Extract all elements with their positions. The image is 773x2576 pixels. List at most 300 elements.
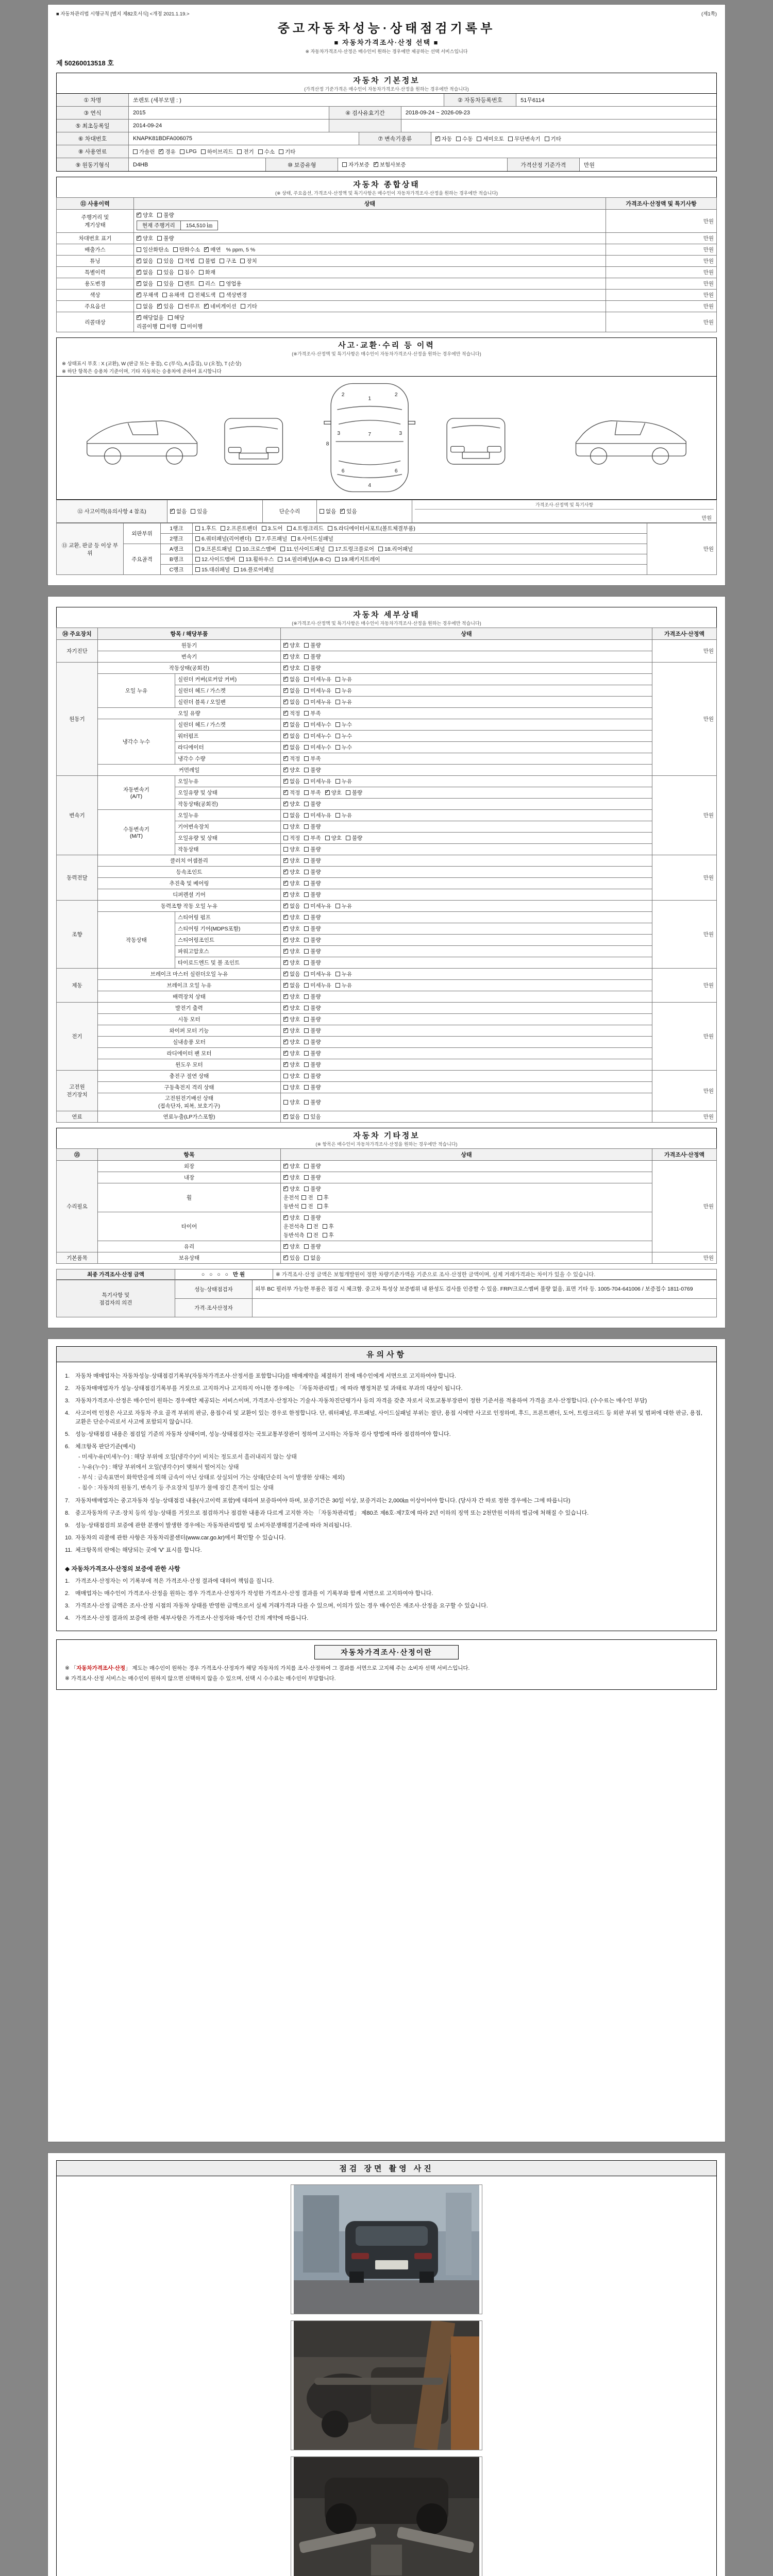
checkbox-option[interactable] [304,823,321,831]
checkbox-option[interactable] [323,1223,334,1230]
checkbox-option[interactable] [283,800,300,808]
device-status-row: 작동상태 스티어링 펌프 ✓ 양호 불량 [57,912,717,923]
checkbox-label: 미세누유 [310,778,331,785]
device-status-row: 기본품목 보유상태 ✓ 있음 없음 만원 [57,1252,717,1264]
checkbox-label: 불량 [310,846,321,853]
checkbox-option[interactable] [304,653,321,660]
checkbox-label: 전 [308,1195,313,1201]
checkbox-option[interactable] [304,755,321,762]
checkbox-label: 불량 [310,642,321,649]
checkbox-option[interactable] [545,135,561,143]
checkbox-option[interactable] [304,857,321,865]
checkbox-option[interactable] [301,1194,313,1201]
checkbox-option[interactable] [262,524,283,532]
checkbox-option[interactable] [283,1113,300,1121]
checkbox-option[interactable] [283,913,300,921]
checkbox-label: 없음 [143,281,154,287]
field-value [338,158,508,171]
device-status-row: 냉각수 누수 실린더 헤드 / 가스켓 ✓ 없음 미세누수 누수 [57,719,717,731]
checkbox-option[interactable] [304,1098,321,1106]
checkbox-label: 수동 [462,135,473,142]
checkbox-option[interactable] [283,936,300,944]
checkbox-option[interactable] [280,545,325,553]
checkbox-option[interactable] [304,879,321,887]
basic-info-row [57,120,716,132]
checkbox-option[interactable] [304,721,331,728]
checkbox-option[interactable] [335,698,352,706]
device-status-row: 고전원전기배선 상태 (접속단자, 피복, 보호기구) 양호 불량 [57,1093,717,1111]
exchange-panel-table [56,523,717,575]
checkbox-option[interactable] [157,280,174,287]
checkbox-option[interactable] [320,507,336,515]
checkbox-option[interactable] [256,535,287,543]
checkbox-option[interactable] [137,268,153,276]
checkbox-option[interactable] [283,959,300,967]
checkbox-option[interactable] [258,148,275,156]
checkbox-option[interactable] [378,545,413,553]
checkbox-option[interactable] [283,1027,300,1035]
checkbox-option[interactable] [191,507,207,515]
checkbox-option[interactable] [304,868,321,876]
checkbox-label: 불량 [310,948,321,955]
checkbox-option[interactable] [283,1083,300,1091]
checkbox-label: 불량 [310,937,321,943]
checkbox-option[interactable] [304,1049,321,1057]
checkbox-option[interactable] [221,524,257,532]
checkbox-option[interactable] [283,970,300,978]
checkbox-option[interactable] [178,268,195,276]
checkbox-label: 양호 [290,1039,300,1045]
checkbox-option[interactable] [283,653,300,660]
checkbox-label: 10.크로스멤버 [242,546,276,552]
checkbox-option[interactable] [283,1049,300,1057]
checkbox-label: 양호 [290,665,300,671]
checkbox-option[interactable] [283,732,300,740]
checkbox-label: 6.쿼터패널(리어펜더) [201,536,251,542]
checkbox-label: 양호 [290,1186,300,1192]
checkbox-option[interactable] [180,148,197,155]
checkbox-option[interactable] [335,902,352,910]
checkbox-option[interactable] [374,161,406,168]
device-status-row: 와이퍼 모터 기능 ✓ 양호 불량 [57,1025,717,1037]
checkbox-option[interactable] [283,641,300,649]
checkbox-label: 없음 [290,812,300,819]
checkbox-label: 7.루프패널 [261,536,288,542]
checkbox-option[interactable] [283,947,300,955]
checkbox-option[interactable] [137,302,153,310]
checkbox-option[interactable] [304,1038,321,1046]
checkbox-option[interactable] [304,1072,321,1080]
checkbox-label: 양호 [290,914,300,921]
checkbox-option[interactable] [283,698,300,706]
checkbox-option[interactable] [291,535,333,543]
checkbox-option[interactable] [178,280,195,287]
checkbox-option[interactable] [304,811,331,819]
checkbox-label: 불량 [310,824,321,830]
checkbox-option[interactable] [162,291,184,299]
checkbox-option[interactable] [304,743,331,751]
print-header [56,10,717,17]
checkbox-option[interactable] [157,211,174,219]
checkbox-option[interactable] [283,664,300,672]
checkbox-label: 적정 [290,835,300,841]
checkbox-option[interactable] [283,1214,300,1222]
field-value [431,132,716,145]
checkbox-label: 미세누유 [310,903,331,909]
checkbox-label: 전 [308,1204,313,1210]
checkbox-option[interactable] [283,709,300,717]
notice-item: 10. 자동차의 리콜에 관한 사항은 자동차리콜센터(www.car.go.kr)에서 확인할 수 있습니다. [65,1534,286,1541]
section-note: (가격산정 기준가격은 매수인이 자동차가격조사·산정을 원하는 경우에만 적습니다) [304,87,469,92]
checkbox-option[interactable] [220,291,247,299]
checkbox-option[interactable] [304,1015,321,1023]
checkbox-option[interactable] [195,566,230,573]
checkbox-option[interactable] [283,777,300,785]
checkbox-option[interactable] [304,1004,321,1012]
checkbox-label: 렌트 [184,281,195,287]
checkbox-option[interactable] [304,981,331,989]
checkbox-option[interactable] [278,555,331,563]
checkbox-option[interactable] [170,507,187,515]
checkbox-option[interactable] [283,1098,300,1106]
checkbox-option[interactable] [189,291,216,299]
checkbox-option[interactable] [283,891,300,899]
checkbox-option[interactable] [137,211,153,219]
checkbox-label: 전 [313,1232,318,1239]
checkbox-option[interactable] [307,1231,318,1239]
checkbox-option[interactable] [237,148,254,156]
checkbox-option[interactable] [137,314,164,321]
checkbox-label: 양호 [290,1062,300,1068]
checkbox-option[interactable] [307,1223,318,1230]
checkbox-option[interactable] [304,1243,321,1250]
checkbox-label: 이행 [166,324,177,330]
inspector-opinion-table [56,1280,717,1317]
checkbox-label: 5.라디에이터서포트(볼트체결부품) [334,526,415,532]
checkbox-label: 불량 [310,654,321,660]
checkbox-label: 리스 [205,281,216,287]
checkbox-option[interactable] [173,246,200,253]
checkbox-label: 부족 [310,835,321,841]
checkbox-option[interactable] [137,280,153,287]
checkbox-option[interactable] [304,834,321,842]
field-label: ⑩ 보증유형 [266,158,338,171]
checkbox-label: 무채색 [143,292,159,298]
checkbox-option[interactable] [456,135,473,143]
checkbox-option[interactable] [283,868,300,876]
checkbox-option[interactable] [283,766,300,774]
checkbox-option[interactable] [220,280,241,287]
checkbox-option[interactable] [133,148,155,156]
svg-text:6: 6 [394,468,398,474]
checkbox-option[interactable] [304,777,331,785]
checkbox-option[interactable] [304,1254,321,1262]
checkbox-option[interactable] [304,1174,321,1181]
checkbox-label: 불량 [310,1175,321,1181]
checkbox-option[interactable] [178,302,200,310]
checkbox-option[interactable] [304,766,321,774]
checkbox-option[interactable] [157,257,174,265]
checkbox-label: 없음 [290,744,300,751]
checkbox-label: 있음 [346,509,357,515]
device-status-row: 파워고압호스 ✓ 양호 불량 [57,946,717,957]
checkbox-option[interactable] [283,1243,300,1250]
checkbox-label: 영업용 [226,281,242,287]
notice-subitem: - 침수 : 자동차의 원동기, 변속기 등 주요장치 일부가 물에 잠긴 흔적이 있는 상태 [78,1485,274,1492]
checkbox-option[interactable] [346,789,362,796]
checkbox-label: 후 [323,1204,329,1210]
checkbox-option[interactable] [283,1061,300,1069]
checkbox-option[interactable] [477,135,504,143]
checkbox-option[interactable] [283,1254,300,1262]
checkbox-option[interactable] [329,545,374,553]
checkbox-label: 불량 [310,858,321,864]
checkbox-option[interactable] [178,257,195,265]
checkbox-option[interactable] [283,811,300,819]
section-header [56,337,717,358]
checkbox-option[interactable] [304,664,321,672]
checkbox-option[interactable] [283,1162,300,1170]
checkbox-option[interactable] [301,1202,313,1210]
checkbox-option[interactable] [168,314,184,321]
device-status-row: 기어변속장치 양호 불량 [57,821,717,833]
checkbox-option[interactable] [328,524,415,532]
checkbox-option[interactable] [508,135,541,143]
checkbox-option[interactable] [283,1015,300,1023]
checkbox-option[interactable] [157,268,174,276]
checkbox-option[interactable] [283,755,300,762]
field-label: ⑦ 변속기종류 [359,132,431,145]
checkbox-option[interactable] [157,302,174,310]
checkbox-option[interactable] [283,789,300,796]
checkbox-option[interactable] [279,148,295,156]
checkbox-option[interactable] [195,535,251,543]
checkbox-option[interactable] [304,925,321,933]
checkbox-option[interactable] [304,1185,321,1193]
checkbox-option[interactable] [304,1083,321,1091]
checkbox-option[interactable] [283,743,300,751]
checkbox-option[interactable] [283,902,300,910]
checkbox-label: 불량 [310,994,321,1000]
checkbox-label: 양호 [143,235,154,242]
checkbox-label: 누수 [341,733,352,739]
checkbox-option[interactable] [335,743,352,751]
checkbox-label: 구조 [226,258,237,264]
checkbox-option[interactable] [304,913,321,921]
checkbox-option[interactable] [283,1174,300,1181]
checkbox-label: 없음 [143,258,154,264]
checkbox-option[interactable] [304,891,321,899]
checkbox-option[interactable] [304,845,321,853]
checkbox-option[interactable] [220,257,236,265]
checkbox-option[interactable] [304,698,331,706]
checkbox-label: 없음 [290,778,300,785]
checkbox-label: 자가보증 [348,162,369,168]
notice-item: 9. 성능·상태점검의 보증에 관한 분쟁이 발생한 경우에는 자동차관리법령 및 소비자분쟁해결기준에 따라 처리됩니다. [65,1522,352,1529]
checkbox-label: 부족 [310,756,321,762]
checkbox-label: 누유 [341,699,352,705]
checkbox-option[interactable] [137,234,153,242]
checkbox-option[interactable] [304,947,321,955]
section-note: (※가격조사·산정액 및 특기사항은 매수인이 자동차가격조사·산정을 원하는 경우에만 적습니다) [292,621,481,626]
checkbox-option[interactable] [283,993,300,1001]
checkbox-option[interactable] [159,148,175,156]
checkbox-label: 적정 [290,756,300,762]
checkbox-option[interactable] [346,834,362,842]
definition-line: ※ 「자동차가격조사·산정」 제도는 매수인이 원하는 경우 가격조사·산정자가 해당 자동차의 가치를 조사·산정하여 그 결과를 서면으로 고지해 주는 소비자 선택 서비스입니다. [65,1665,470,1671]
checkbox-option[interactable] [283,1185,300,1193]
checkbox-option[interactable] [181,323,203,330]
usage-history-row: 리콜대상 ✓ 해당없음 해당 리콜이행 이행 미이행 만원 [57,312,717,332]
checkbox-option[interactable] [342,161,369,168]
checkbox-label: 양호 [290,869,300,875]
checkbox-option[interactable] [304,1162,321,1170]
checkbox-option[interactable] [199,280,215,287]
checkbox-label: 미세누유 [310,699,331,705]
checkbox-option[interactable] [304,902,331,910]
checkbox-label: 가솔린 [139,148,155,155]
checkbox-option[interactable] [304,1113,321,1121]
device-status-row: 실린더 블록 / 오일팬 ✓ 없음 미세누유 누유 [57,697,717,708]
device-status-row: 등속조인트 ✓ 양호 불량 [57,867,717,878]
checkbox-option[interactable] [283,1072,300,1080]
checkbox-option[interactable] [304,936,321,944]
checkbox-option[interactable] [195,545,232,553]
checkbox-option[interactable] [157,234,174,242]
checkbox-label: 양호 [290,1084,300,1091]
checkbox-option[interactable] [335,970,352,978]
checkbox-option[interactable] [283,845,300,853]
checkbox-option[interactable] [304,675,331,683]
checkbox-option[interactable] [195,524,216,532]
checkbox-option[interactable] [283,857,300,865]
checkbox-option[interactable] [304,959,321,967]
checkbox-option[interactable] [236,545,276,553]
checkbox-label: 없음 [176,509,187,515]
checkbox-option[interactable] [304,1214,321,1222]
checkbox-option[interactable] [234,566,274,573]
svg-text:2: 2 [394,392,398,398]
checkbox-option[interactable] [304,732,331,740]
section-title: 사고·교환·수리 등 이력 [338,341,435,350]
checkbox-label: 기타 [285,148,296,155]
checkbox-option[interactable] [137,291,158,299]
checkbox-option[interactable] [335,732,352,740]
checkbox-label: 불법 [205,258,216,264]
checkbox-option[interactable] [241,302,257,310]
checkbox-option[interactable] [195,555,235,563]
checkbox-option[interactable] [335,721,352,728]
checkbox-label: 양호 [290,1175,300,1181]
document-title: 중고자동차성능·상태점검기록부 [277,22,496,36]
checkbox-option[interactable] [287,524,324,532]
checkbox-option[interactable] [283,823,300,831]
checkbox-label: 양호 [331,835,342,841]
checkbox-option[interactable] [325,834,342,842]
checkbox-option[interactable] [304,709,321,717]
checkbox-option[interactable] [240,257,257,265]
checkbox-option[interactable] [199,257,215,265]
checkbox-option[interactable] [323,1231,334,1239]
checkbox-label: 양호 [143,212,154,218]
checkbox-label: 경유 [165,148,176,155]
page-1 [47,4,726,586]
price-notice-item: 2. 매매업자는 매수인이 가격조사·산정을 원하는 경우 가격조사·산정자가 작성한 가격조사·산정 결과를 이 기록부와 함께 서면으로 고지하여야 합니다. [65,1590,433,1597]
checkbox-option[interactable] [199,268,215,276]
checkbox-option[interactable] [304,970,331,978]
checkbox-label: 부족 [310,710,321,717]
field-label [329,120,401,132]
checkbox-option[interactable] [304,800,321,808]
checkbox-label: 9.프론트패널 [201,546,232,552]
checkbox-option[interactable] [340,507,357,515]
checkbox-label: 기타 [246,303,258,310]
checkbox-option[interactable] [283,675,300,683]
checkbox-label: 적정 [290,790,300,796]
checkbox-option[interactable] [239,555,274,563]
checkbox-option[interactable] [304,1061,321,1069]
checkbox-option[interactable] [137,246,169,253]
checkbox-option[interactable] [304,1027,321,1035]
checkbox-option[interactable] [335,687,352,694]
checkbox-option[interactable] [335,555,380,563]
field-label: 가격산정 기준가격 [508,158,580,171]
field-value [401,120,716,132]
checkbox-option[interactable] [317,1194,329,1201]
checkbox-option[interactable] [160,323,177,330]
checkbox-option[interactable] [283,1004,300,1012]
price-notice-item: 4. 가격조사·산정 결과의 보증에 관한 세부사항은 가격조사·산정자와 매수인 간의 계약에 따릅니다. [65,1615,309,1622]
checkbox-label: 양호 [290,654,300,660]
checkbox-label: 불량 [310,869,321,875]
checkbox-option[interactable] [304,789,321,796]
checkbox-option[interactable] [204,246,221,253]
checkbox-option[interactable] [283,981,300,989]
checkbox-option[interactable] [283,925,300,933]
checkbox-option[interactable] [283,1038,300,1046]
checkbox-option[interactable] [335,777,352,785]
checkbox-option[interactable] [204,302,237,310]
checkbox-option[interactable] [304,687,331,694]
detail-status-section [56,607,717,1123]
checkbox-option[interactable] [201,148,233,156]
checkbox-option[interactable] [283,834,300,842]
checkbox-option[interactable] [335,675,352,683]
checkbox-option[interactable] [283,687,300,694]
usage-history-row: 튜닝 ✓ 없음 있음 적법 불법 구조 장치 만원 [57,256,717,267]
checkbox-label: 있음 [197,509,208,515]
checkbox-option[interactable] [335,811,352,819]
checkbox-option[interactable] [283,721,300,728]
checkbox-option[interactable] [304,993,321,1001]
page-2 [47,596,726,1328]
checkbox-option[interactable] [335,981,352,989]
checkbox-label: 누유 [341,982,352,989]
checkbox-option[interactable] [435,135,452,143]
detail-status-table: ⑭ 주요장치 항목 / 해당부품 상태 가격조사·산정액 자기진단 원동기 ✓ 양호 불량 만원 변속기 ✓ 양호 불량 원동기 작동상태(공회전) ✓ 양호 불량 만원 오일 누유 실린더 커버(로커암 커버) ✓ 없음 미세누유 누유 실린더 헤드 / 가스켓 ✓ 없음 미세누유 누유 실린더 블록 / 오일팬 ✓ 없음 미세누유 누유 오일 유량 ✓ 적정 부족 냉각수 누수 실린더 헤드 / 가스켓 ✓ 없음 미세누수 누수 워터펌프 ✓ 없음 미세누수 누수 라디에이터 ✓ 없음 미세누수 누수 냉각수 수량 ✓ 적정 부족 커먼레일 ✓ 양호 불량 변속기 자동변속기 (A/T) 오일누유 ✓ 없음 미세누유 누유 만원 오일유량 및 상태 ✓ 적정 부족 ✓ 양호 불량 작동상태(공회전) ✓ 양호 불량 수동변속기 (M/T) 오일누유 없음 미세누유 누유 기어변속장치 양호 불량 오일유량 및 상태 적정 부족 양호 불량 작동상태 양호 불량 동력전달 클러치 어셈블리 ✓ 양호 불량 만원 등속조인트 ✓ 양호 불량 추진축 및 베어링 ✓ 양호 불량 디퍼렌셜 기어 ✓ 양호 불량 조향 동력조향 작동 오일 누유 ✓ 없음 미세누유 누유 만원 작동상태 스티어링 펌프 ✓ 양호 불량 스티어링 기어(MDPS포함) ✓ 양호 불량 스티어링조인트 ✓ 양호 불량 파워고압호스 ✓ 양호 불량 타이로드엔드 및 볼 조인트 ✓ 양호 불량 제동 브레이크 마스터 실린더오일 누유 ✓ 없음 미세누유 누유 만원 브레이크 오일 누유 ✓ 없음 미세누유 누유 배력장치 상태 ✓ 양호 불량 전기 발전기 출력 ✓ 양호 불량 만원 시동 모터 ✓ 양호 불량 와이퍼 모터 기능 ✓ 양호 불량 실내송풍 모터 ✓ 양호 불량 라디에이터 팬 모터 ✓ 양호 불량 윈도우 모터 ✓ 양호 불량 고전원 전기장치 충전구 절연 상태 양호 불량 만원 구동축전지 격리 상태 양호 불량 고전원전기배선 상태 (접속단자, 피복, 보호기구) 양호 불량 연료 연료누출(LP가스포함) ✓ 없음 있음 만원 [56,628,717,1123]
photos-section-title: 점검 장면 촬영 사진 [56,2160,717,2176]
usage-history-row: 주요옵션 없음 ✓ 있음 썬루프 ✓ 네비게이션 기타 만원 [57,301,717,312]
checkbox-option[interactable] [325,789,342,796]
checkbox-option[interactable] [304,641,321,649]
checkbox-option[interactable] [283,879,300,887]
notice-item: 11. 체크항목의 란에는 해당되는 곳에 'Ⅴ' 표시를 합니다. [65,1547,202,1553]
checkbox-option[interactable] [137,257,153,265]
section-header [56,607,717,628]
checkbox-label: 전체도색 [194,292,216,298]
device-status-row: 시동 모터 ✓ 양호 불량 [57,1014,717,1025]
checkbox-option[interactable] [317,1202,329,1210]
